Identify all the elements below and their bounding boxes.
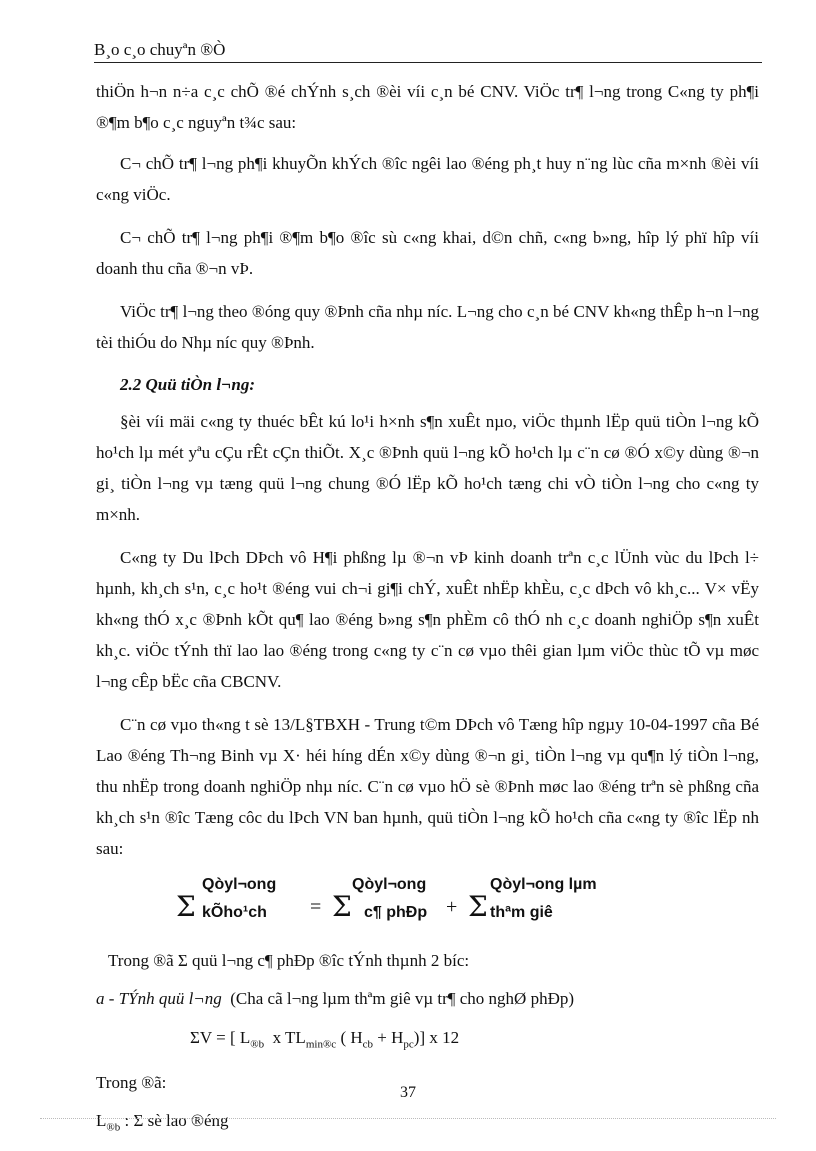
text-line: Trong ®ã: <box>96 1073 167 1093</box>
paragraph: C«ng ty Du lÞch DÞch vô H¶i phßng lµ ®¬n vÞ kinh doanh trªn c¸c lÜnh vùc du lÞch l÷ hµnh, kh¸ch s¹n, c¸c ho¹t ®éng vui ch¬i gi¶i chÝ, xuÊt nhËp khÈu, c¸c dÞch vô kh¸c... V× vËy kh«ng thÓ x¸c ®Þnh kÕt qu¶ lao ®éng b»ng s¶n phÈm cô thÓ nh c¸c doanh nghiÖp s¶n xuÊt kh¸c. viÖc tÝnh thï lao lao ®éng trong c«ng ty c¨n cø vµo thêi gian lµm viÖc thùc tÕ vµ møc l¬ng cÊp bËc cña CBCNV. <box>96 548 759 691</box>
document-body <box>96 76 759 1151</box>
paragraph: §èi víi mäi c«ng ty thuéc bÊt kú lo¹i h×nh s¶n xuÊt nµo, viÖc thµnh lËp quü tiÒn l¬ng kÕ ho¹ch lµ mét yªu cÇu rÊt cÇn thiÕt. X¸c ®Þnh quü l¬ng kÕ ho¹ch lµ c¨n cø ®Ó x©y dùng ®¬n gi¸ tiÒn l¬ng vµ tæng quü l¬ng chung ®Ó lËp kÕ ho¹ch tæng chi vÒ tiÒn l¬ng cho c«ng ty m×nh. <box>96 412 759 524</box>
footer-divider <box>40 1118 776 1119</box>
definition-text: : Σ sè lao ®éng <box>124 1111 229 1131</box>
paragraph: C¨n cø vµo th«ng t sè 13/L§TBXH - Trung t©m DÞch vô Tæng hîp ngµy 10-04-1997 cña Bé Lao ®éng Th¬ng Binh vµ X· héi híng dÉn x©y dùng ®¬n gi¸ tiÒn l¬ng vµ qu¶n lý tiÒn l¬ng, thu nhËp trong doanh nghiÖp nhµ níc. C¨n cø vµo hÖ sè ®Þnh møc lao ®éng trªn sè phßng cña kh¸ch s¹n ®îc Tæng côc du lÞch VN ban hµnh, quü tiÒn l¬ng kÕ ho¹ch cña c«ng ty ®îc lËp nh sau: <box>96 715 759 858</box>
definition-line <box>96 1106 759 1142</box>
page-number: 37 <box>400 1084 416 1101</box>
paragraph: thiÖn h¬n n÷a c¸c chÕ ®é chÝnh s¸ch ®èi víi c¸n bé CNV. ViÖc tr¶ l¬ng trong C«ng ty ph¶i ®¶m b¶o c¸c nguyªn t¾c sau: <box>96 82 759 132</box>
text-line <box>96 984 759 1014</box>
paragraph: ViÖc tr¶ l¬ng theo ®óng quy ®Þnh cña nhµ níc. L¬ng cho c¸n bé CNV kh«ng thÊp h¬n l¬ng tèi thiÓu do Nhµ níc quy ®Þnh. <box>96 302 759 352</box>
equation-subscript: min®c <box>305 1038 337 1051</box>
equation <box>190 1022 759 1060</box>
sigma-symbol: Σ <box>332 890 352 923</box>
section-heading: 2.2 Quü tiÒn l¬ng: <box>120 375 256 394</box>
definition-subscript: ®b <box>106 1121 121 1134</box>
sigma-symbol: Σ <box>468 890 488 923</box>
formula-term: thªm giê <box>490 904 553 921</box>
subheading: a - TÝnh quü l¬ng <box>96 989 222 1008</box>
equation-part: ΣV = [ L <box>190 1028 251 1047</box>
equals-sign: = <box>310 896 322 918</box>
formula-term: kÕho¹ch <box>202 904 267 921</box>
equation-subscript: pc <box>403 1038 414 1051</box>
equation-subscript: ®b <box>250 1038 265 1051</box>
equation-subscript: cb <box>362 1038 374 1051</box>
equation-part: ( H <box>340 1028 363 1047</box>
formula-term: c¶ phÐp <box>364 904 428 921</box>
text-line: Trong ®ã Σ quü l¬ng c¶ phÐp ®îc tÝnh thµnh 2 bíc: <box>108 951 470 970</box>
formula-term: Qòyl¬ong <box>352 876 427 893</box>
formula-term: Qòyl¬ong lµm <box>490 876 597 893</box>
equation-part: + H <box>377 1028 404 1047</box>
formula-term: Qòyl¬ong <box>202 876 277 893</box>
plus-sign: + <box>446 896 458 918</box>
paragraph: C¬ chÕ tr¶ l¬ng ph¶i ®¶m b¶o ®îc sù c«ng khai, d©n chñ, c«ng b»ng, hîp lý phï hîp víi doanh thu cña ®¬n vÞ. <box>96 228 759 278</box>
paragraph: C¬ chÕ tr¶ l¬ng ph¶i khuyÕn khÝch ®îc ngêi lao ®éng ph¸t huy n¨ng lùc cña m×nh ®èi víi c«ng viÖc. <box>96 154 759 204</box>
subheading-note: (Cha cã l¬ng lµm thªm giê vµ tr¶ cho nghØ phÐp) <box>230 989 575 1008</box>
sigma-symbol: Σ <box>176 890 196 923</box>
definition-symbol: L <box>96 1111 107 1131</box>
equation-part: x TL <box>272 1028 306 1047</box>
equation-part: )] x 12 <box>413 1028 460 1047</box>
document-header: B¸o c¸o chuyªn ®Ò <box>94 40 762 63</box>
salary-fund-formula <box>96 876 759 940</box>
